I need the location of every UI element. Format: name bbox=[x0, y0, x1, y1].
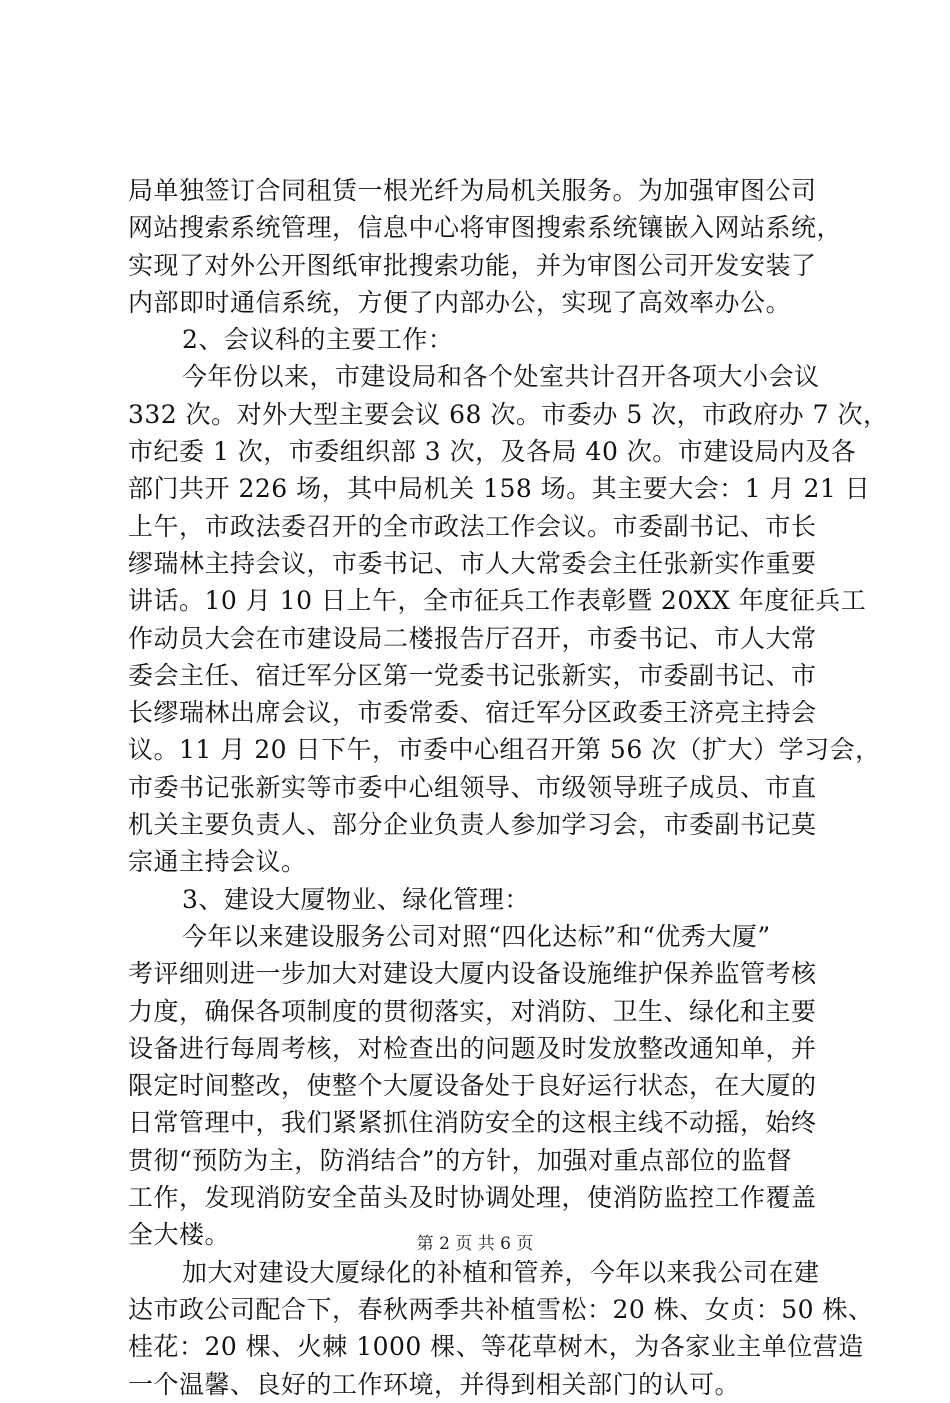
body-line: 实现了对外公开图纸审批搜索功能，并为审图公司开发安装了 bbox=[128, 250, 817, 280]
paragraph-first-line: 加大对建设大厦绿化的补植和管养，今年以来我公司在建 bbox=[182, 1257, 820, 1287]
body-line: 委会主任、宿迁军分区第一党委书记张新实，市委副书记、市 bbox=[128, 660, 817, 690]
body-line: 市纪委 1 次，市委组织部 3 次，及各局 40 次。市建设局内及各 bbox=[128, 437, 857, 467]
body-line: 市委书记张新实等市委中心组领导、市级领导班子成员、市直 bbox=[128, 772, 817, 802]
section-heading: 2、会议科的主要工作： bbox=[182, 325, 454, 355]
body-line: 一个温馨、良好的工作环境，并得到相关部门的认可。 bbox=[128, 1369, 741, 1399]
page-number-footer: 第 2 页 共 6 页 bbox=[416, 1234, 534, 1254]
body-line: 长缪瑞林出席会议，市委常委、宿迁军分区政委王济亮主持会 bbox=[128, 698, 817, 728]
body-line: 力度，确保各项制度的贯彻落实，对消防、卫生、绿化和主要 bbox=[128, 996, 817, 1026]
body-line: 讲话。10 月 10 日上午，全市征兵工作表彰暨 20XX 年度征兵工 bbox=[128, 586, 867, 616]
body-line: 达市政公司配合下，春秋两季共补植雪松：20 株、女贞：50 株、 bbox=[128, 1294, 874, 1324]
body-line: 宗通主持会议。 bbox=[128, 847, 307, 877]
body-line: 部门共开 226 场，其中局机关 158 场。其主要大会：1 月 21 日 bbox=[128, 474, 871, 504]
body-line: 内部即时通信系统，方便了内部办公，实现了高效率办公。 bbox=[128, 287, 792, 317]
section-heading: 3、建设大厦物业、绿化管理： bbox=[182, 884, 530, 914]
body-line: 议。11 月 20 日下午，市委中心组召开第 56 次（扩大）学习会， bbox=[128, 735, 881, 765]
body-line: 贯彻“预防为主，防消结合”的方针，加强对重点部位的监督 bbox=[128, 1145, 793, 1175]
body-line: 网站搜索系统管理，信息中心将审图搜索系统镶嵌入网站系统， bbox=[128, 213, 843, 243]
body-line: 机关主要负责人、部分企业负责人参加学习会，市委副书记莫 bbox=[128, 810, 817, 840]
document-body bbox=[128, 172, 889, 1403]
body-line: 工作，发现消防安全苗头及时协调处理，使消防监控工作覆盖 bbox=[128, 1183, 817, 1213]
body-line: 桂花：20 棵、火棘 1000 棵、等花草树木，为各家业主单位营造 bbox=[128, 1332, 864, 1362]
body-line: 限定时间整改，使整个大厦设备处于良好运行状态，在大厦的 bbox=[128, 1071, 817, 1101]
paragraph-first-line: 今年份以来，市建设局和各个处室共计召开各项大小会议 bbox=[182, 362, 820, 392]
paragraph-first-line: 今年以来建设服务公司对照“四化达标”和“优秀大厦” bbox=[182, 921, 771, 951]
body-line: 全大楼。 bbox=[128, 1220, 231, 1250]
body-line: 考评细则进一步加大对建设大厦内设备设施维护保养监管考核 bbox=[128, 959, 817, 989]
body-line: 作动员大会在市建设局二楼报告厅召开，市委书记、市人大常 bbox=[128, 623, 817, 653]
body-line: 缪瑞林主持会议，市委书记、市人大常委会主任张新实作重要 bbox=[128, 548, 817, 578]
body-line: 日常管理中，我们紧紧抓住消防安全的这根主线不动摇，始终 bbox=[128, 1108, 817, 1138]
body-line: 上午，市政法委召开的全市政法工作会议。市委副书记、市长 bbox=[128, 511, 817, 541]
body-line: 局单独签订合同租赁一根光纤为局机关服务。为加强审图公司 bbox=[128, 176, 817, 205]
body-line: 设备进行每周考核，对检查出的问题及时发放整改通知单，并 bbox=[128, 1033, 817, 1063]
body-line: 332 次。对外大型主要会议 68 次。市委办 5 次，市政府办 7 次， bbox=[128, 399, 889, 429]
